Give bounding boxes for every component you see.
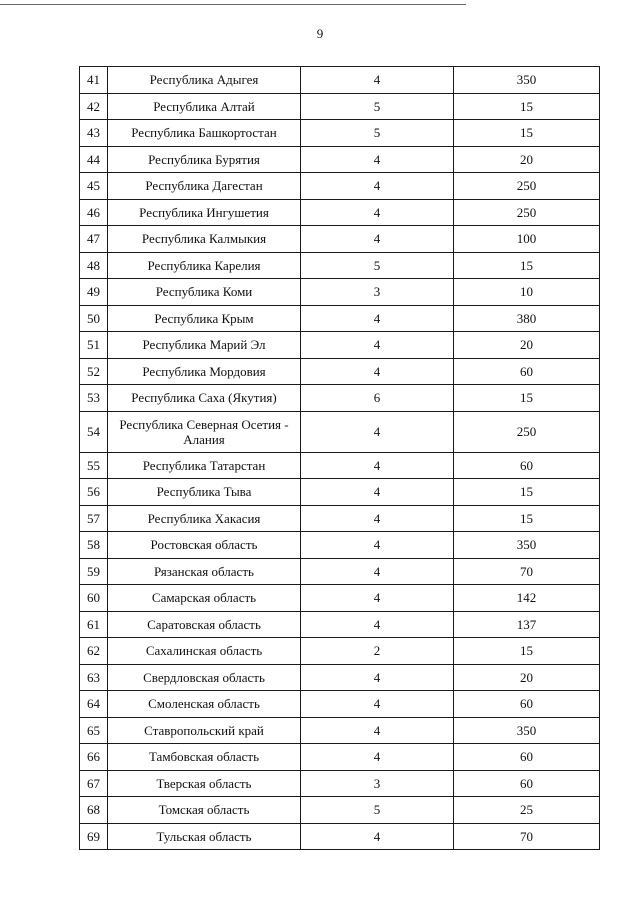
value-a-cell: 4 <box>301 664 454 691</box>
table-row <box>80 691 600 718</box>
row-number-cell: 66 <box>80 744 108 771</box>
row-number-cell: 42 <box>80 93 108 120</box>
table-row <box>80 305 600 332</box>
region-name-cell: Сахалинская область <box>108 638 301 665</box>
region-name-cell: Тамбовская область <box>108 744 301 771</box>
value-b-cell: 25 <box>454 797 600 824</box>
region-name-cell: Ставропольский край <box>108 717 301 744</box>
table-row <box>80 611 600 638</box>
region-name-cell: Смоленская область <box>108 691 301 718</box>
value-b-cell: 250 <box>454 411 600 452</box>
row-number-cell: 61 <box>80 611 108 638</box>
value-b-cell: 350 <box>454 532 600 559</box>
value-b-cell: 15 <box>454 252 600 279</box>
row-number-cell: 57 <box>80 505 108 532</box>
value-a-cell: 4 <box>301 505 454 532</box>
table-row <box>80 146 600 173</box>
row-number-cell: 43 <box>80 120 108 147</box>
value-b-cell: 10 <box>454 279 600 306</box>
regions-table <box>79 66 600 850</box>
value-b-cell: 20 <box>454 146 600 173</box>
row-number-cell: 44 <box>80 146 108 173</box>
value-a-cell: 4 <box>301 558 454 585</box>
table-row <box>80 797 600 824</box>
region-name-cell: Самарская область <box>108 585 301 612</box>
value-a-cell: 4 <box>301 452 454 479</box>
region-name-cell: Республика Саха (Якутия) <box>108 385 301 412</box>
value-a-cell: 4 <box>301 411 454 452</box>
value-b-cell: 60 <box>454 770 600 797</box>
value-a-cell: 2 <box>301 638 454 665</box>
table-row <box>80 744 600 771</box>
row-number-cell: 45 <box>80 173 108 200</box>
table-row <box>80 385 600 412</box>
row-number-cell: 51 <box>80 332 108 359</box>
regions-table-body <box>80 67 600 850</box>
value-b-cell: 250 <box>454 173 600 200</box>
value-b-cell: 15 <box>454 638 600 665</box>
value-a-cell: 4 <box>301 226 454 253</box>
row-number-cell: 64 <box>80 691 108 718</box>
table-row <box>80 558 600 585</box>
value-a-cell: 5 <box>301 252 454 279</box>
row-number-cell: 53 <box>80 385 108 412</box>
table-row <box>80 120 600 147</box>
table-row <box>80 823 600 850</box>
value-b-cell: 15 <box>454 93 600 120</box>
table-row <box>80 93 600 120</box>
value-a-cell: 4 <box>301 146 454 173</box>
region-name-cell: Тульская область <box>108 823 301 850</box>
value-a-cell: 4 <box>301 611 454 638</box>
value-b-cell: 250 <box>454 199 600 226</box>
value-b-cell: 15 <box>454 505 600 532</box>
value-b-cell: 60 <box>454 452 600 479</box>
region-name-cell: Ростовская область <box>108 532 301 559</box>
value-b-cell: 15 <box>454 479 600 506</box>
table-row <box>80 173 600 200</box>
region-name-cell: Республика Алтай <box>108 93 301 120</box>
value-a-cell: 4 <box>301 532 454 559</box>
row-number-cell: 60 <box>80 585 108 612</box>
row-number-cell: 65 <box>80 717 108 744</box>
region-name-cell: Республика Крым <box>108 305 301 332</box>
table-row <box>80 332 600 359</box>
region-name-cell: Республика Тыва <box>108 479 301 506</box>
region-name-cell: Республика Башкортостан <box>108 120 301 147</box>
table-row <box>80 452 600 479</box>
region-name-cell: Республика Адыгея <box>108 67 301 94</box>
region-name-cell: Республика Хакасия <box>108 505 301 532</box>
value-a-cell: 4 <box>301 717 454 744</box>
value-a-cell: 4 <box>301 479 454 506</box>
table-row <box>80 279 600 306</box>
value-b-cell: 350 <box>454 717 600 744</box>
table-row <box>80 199 600 226</box>
table-row <box>80 252 600 279</box>
row-number-cell: 56 <box>80 479 108 506</box>
region-name-cell: Республика Татарстан <box>108 452 301 479</box>
row-number-cell: 46 <box>80 199 108 226</box>
region-name-cell: Республика Марий Эл <box>108 332 301 359</box>
value-a-cell: 4 <box>301 199 454 226</box>
row-number-cell: 50 <box>80 305 108 332</box>
value-b-cell: 137 <box>454 611 600 638</box>
value-a-cell: 6 <box>301 385 454 412</box>
table-row <box>80 505 600 532</box>
table-row <box>80 664 600 691</box>
region-name-cell: Республика Бурятия <box>108 146 301 173</box>
value-a-cell: 4 <box>301 173 454 200</box>
row-number-cell: 68 <box>80 797 108 824</box>
value-a-cell: 5 <box>301 93 454 120</box>
value-a-cell: 5 <box>301 797 454 824</box>
row-number-cell: 69 <box>80 823 108 850</box>
table-row <box>80 638 600 665</box>
region-name-cell: Тверская область <box>108 770 301 797</box>
value-a-cell: 3 <box>301 279 454 306</box>
table-row <box>80 411 600 452</box>
region-name-cell: Рязанская область <box>108 558 301 585</box>
value-b-cell: 60 <box>454 358 600 385</box>
value-b-cell: 15 <box>454 120 600 147</box>
row-number-cell: 62 <box>80 638 108 665</box>
table-row <box>80 770 600 797</box>
row-number-cell: 58 <box>80 532 108 559</box>
row-number-cell: 49 <box>80 279 108 306</box>
row-number-cell: 67 <box>80 770 108 797</box>
value-a-cell: 5 <box>301 120 454 147</box>
table-row <box>80 67 600 94</box>
page-number: 9 <box>316 26 324 41</box>
value-b-cell: 142 <box>454 585 600 612</box>
row-number-cell: 59 <box>80 558 108 585</box>
value-b-cell: 20 <box>454 332 600 359</box>
value-b-cell: 60 <box>454 691 600 718</box>
value-b-cell: 70 <box>454 823 600 850</box>
value-b-cell: 350 <box>454 67 600 94</box>
value-a-cell: 4 <box>301 358 454 385</box>
row-number-cell: 48 <box>80 252 108 279</box>
region-name-cell: Саратовская область <box>108 611 301 638</box>
value-b-cell: 60 <box>454 744 600 771</box>
table-row <box>80 226 600 253</box>
table-row <box>80 358 600 385</box>
row-number-cell: 47 <box>80 226 108 253</box>
region-name-cell: Республика Ингушетия <box>108 199 301 226</box>
value-a-cell: 4 <box>301 305 454 332</box>
value-b-cell: 70 <box>454 558 600 585</box>
row-number-cell: 55 <box>80 452 108 479</box>
value-a-cell: 4 <box>301 823 454 850</box>
region-name-cell: Республика Калмыкия <box>108 226 301 253</box>
value-b-cell: 15 <box>454 385 600 412</box>
top-rule <box>0 4 466 5</box>
region-name-cell: Республика Карелия <box>108 252 301 279</box>
row-number-cell: 54 <box>80 411 108 452</box>
row-number-cell: 41 <box>80 67 108 94</box>
value-b-cell: 20 <box>454 664 600 691</box>
value-a-cell: 4 <box>301 691 454 718</box>
table-row <box>80 532 600 559</box>
region-name-cell: Свердловская область <box>108 664 301 691</box>
region-name-cell: Республика Коми <box>108 279 301 306</box>
row-number-cell: 63 <box>80 664 108 691</box>
table-row <box>80 585 600 612</box>
value-a-cell: 4 <box>301 67 454 94</box>
value-a-cell: 4 <box>301 744 454 771</box>
value-a-cell: 4 <box>301 332 454 359</box>
region-name-cell: Томская область <box>108 797 301 824</box>
value-a-cell: 3 <box>301 770 454 797</box>
region-name-cell: Республика Дагестан <box>108 173 301 200</box>
table-row <box>80 717 600 744</box>
region-name-cell: Республика Мордовия <box>108 358 301 385</box>
table-row <box>80 479 600 506</box>
value-a-cell: 4 <box>301 585 454 612</box>
value-b-cell: 380 <box>454 305 600 332</box>
value-b-cell: 100 <box>454 226 600 253</box>
region-name-cell: Республика Северная Осетия - Алания <box>108 411 301 452</box>
row-number-cell: 52 <box>80 358 108 385</box>
